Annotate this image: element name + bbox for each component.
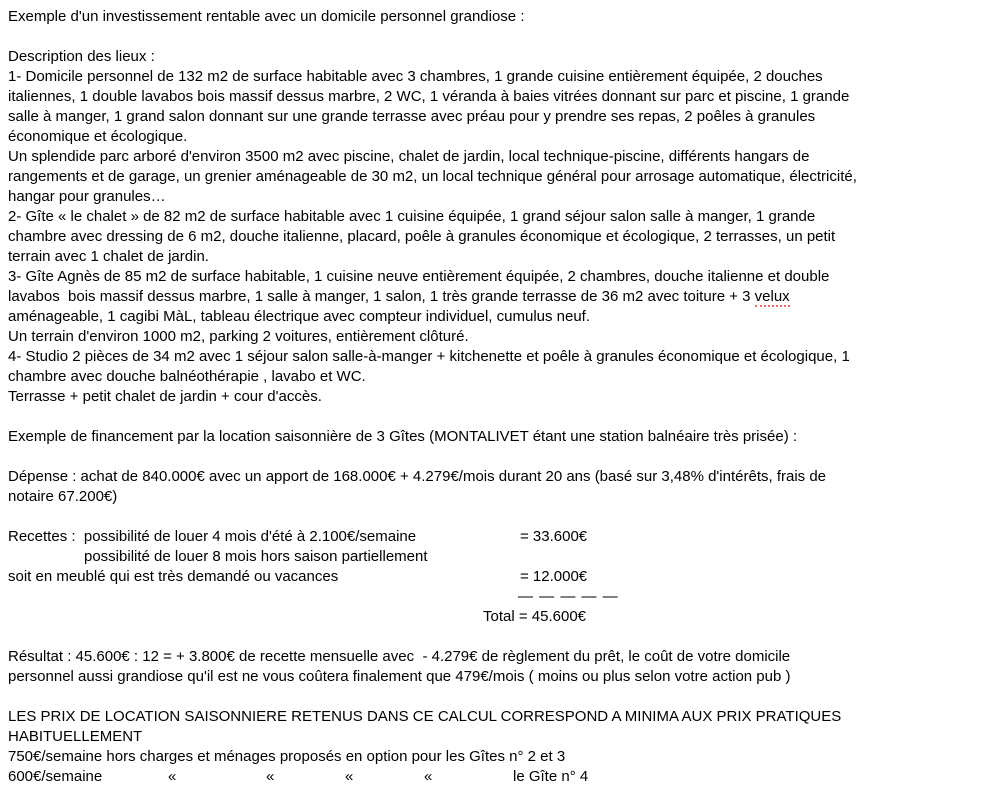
- gite-agnes-line-4: Un terrain d'environ 1000 m2, parking 2 voitures, entièrement clôturé.: [8, 328, 469, 345]
- depense-line-2: notaire 67.200€): [8, 488, 118, 505]
- blank-line: [8, 407, 981, 427]
- recettes-total: Total = 45.600€: [483, 608, 587, 625]
- misspelled-word-velux: velux: [754, 288, 790, 305]
- resultat-line-2: personnel aussi grandiose qu'il est ne vous coûtera finalement que 479€/mois ( moins ou plus selon votre action pub ): [8, 668, 791, 685]
- prix-caps-line-1: LES PRIX DE LOCATION SAISONNIERE RETENUS DANS CE CALCUL CORRESPOND A MINIMA AUX PRIX PRATIQUES: [8, 708, 842, 725]
- blank-line: [8, 507, 981, 527]
- sum-separator-dashes: — — — — —: [518, 588, 619, 605]
- parc-line-1: Un splendide parc arboré d'environ 3500 m2 avec piscine, chalet de jardin, local technique-piscine, différents hangars de: [8, 148, 810, 165]
- recettes-line-1-value: = 33.600€: [520, 528, 588, 545]
- financement-intro-line: Exemple de financement par la location saisonnière de 3 Gîtes (MONTALIVET étant une station balnéaire très prisée) :: [8, 428, 798, 445]
- gite-agnes-line-2: [8, 287, 981, 307]
- recettes-line-3: [8, 567, 981, 587]
- domicile-line-1: 1- Domicile personnel de 132 m2 de surface habitable avec 3 chambres, 1 grande cuisine entièrement équipée, 2 douches: [8, 68, 823, 85]
- gite-agnes-line-1: 3- Gîte Agnès de 85 m2 de surface habitable, 1 cuisine neuve entièrement équipée, 2 chambres, douche italienne et double: [8, 268, 830, 285]
- gite-chalet-line-3: terrain avec 1 chalet de jardin.: [8, 248, 209, 265]
- prix-750-line: 750€/semaine hors charges et ménages proposés en option pour les Gîtes n° 2 et 3: [8, 748, 566, 765]
- recettes-line-1: [8, 527, 981, 547]
- domicile-line-3: salle à manger, 1 grand salon donnant sur une grande terrasse avec préau pour y prendre ses repas, 2 poêles à granules: [8, 108, 816, 125]
- parc-line-2: rangements et de garage, un grenier aménageable de 30 m2, un local technique général pour arrosage automatique, électricité,: [8, 168, 857, 185]
- prix-600-label: 600€/semaine: [8, 768, 103, 785]
- gite-agnes-line-3: aménageable, 1 cagibi MàL, tableau électrique avec compteur individuel, cumulus neuf.: [8, 308, 591, 325]
- prix-600-line: [8, 767, 981, 787]
- studio-line-3: Terrasse + petit chalet de jardin + cour d'accès.: [8, 388, 322, 405]
- parc-line-3: hangar pour granules…: [8, 188, 166, 205]
- studio-line-2: chambre avec douche balnéothérapie , lavabo et WC.: [8, 368, 366, 385]
- blank-line: [8, 27, 981, 47]
- studio-line-1: 4- Studio 2 pièces de 34 m2 avec 1 séjour salon salle-à-manger + kitchenette et poêle à granules économique et écologique, 1: [8, 348, 850, 365]
- recettes-line-1-label: Recettes : possibilité de louer 4 mois d'été à 2.100€/semaine: [8, 528, 417, 545]
- recettes-line-2: possibilité de louer 8 mois hors saison partiellement: [84, 548, 428, 565]
- domicile-line-2: italiennes, 1 double lavabos bois massif dessus marbre, 2 WC, 1 véranda à baies vitrées donnant sur parc et piscine, 1 grande: [8, 88, 850, 105]
- gite-chalet-line-1: 2- Gîte « le chalet » de 82 m2 de surface habitable avec 1 cuisine équipée, 1 grand séjour salon salle à manger, 1 grande: [8, 208, 816, 225]
- resultat-line-1: Résultat : 45.600€ : 12 = + 3.800€ de recette mensuelle avec - 4.279€ de règlement du prêt, le coût de votre domicile: [8, 648, 791, 665]
- ditto-mark-2: «: [266, 768, 275, 785]
- domicile-line-4: économique et écologique.: [8, 128, 188, 145]
- recettes-line-3-label: soit en meublé qui est très demandé ou vacances: [8, 568, 339, 585]
- recettes-separator-line: [8, 587, 981, 607]
- blank-line: [8, 627, 981, 647]
- gite-chalet-line-2: chambre avec dressing de 6 m2, douche italienne, placard, poêle à granules économique et écologique, 2 terrasses, un petit: [8, 228, 836, 245]
- prix-600-gite-ref: le Gîte n° 4: [513, 768, 589, 785]
- description-heading: Description des lieux :: [8, 48, 155, 65]
- prix-caps-line-2: HABITUELLEMENT: [8, 728, 143, 745]
- recettes-total-line: [8, 607, 981, 627]
- ditto-mark-3: «: [345, 768, 354, 785]
- doc-title-line: Exemple d'un investissement rentable avec un domicile personnel grandiose :: [8, 8, 525, 25]
- recettes-line-3-value: = 12.000€: [520, 568, 588, 585]
- gite-agnes-line-2-text: lavabos bois massif dessus marbre, 1 salle à manger, 1 salon, 1 très grande terrasse de 36 m2 avec toiture + 3: [8, 288, 755, 305]
- ditto-mark-1: «: [168, 768, 177, 785]
- blank-line: [8, 447, 981, 467]
- ditto-mark-4: «: [424, 768, 433, 785]
- blank-line: [8, 687, 981, 707]
- depense-line-1: Dépense : achat de 840.000€ avec un apport de 168.000€ + 4.279€/mois durant 20 ans (basé sur 3,48% d'intérêts, frais de: [8, 468, 827, 485]
